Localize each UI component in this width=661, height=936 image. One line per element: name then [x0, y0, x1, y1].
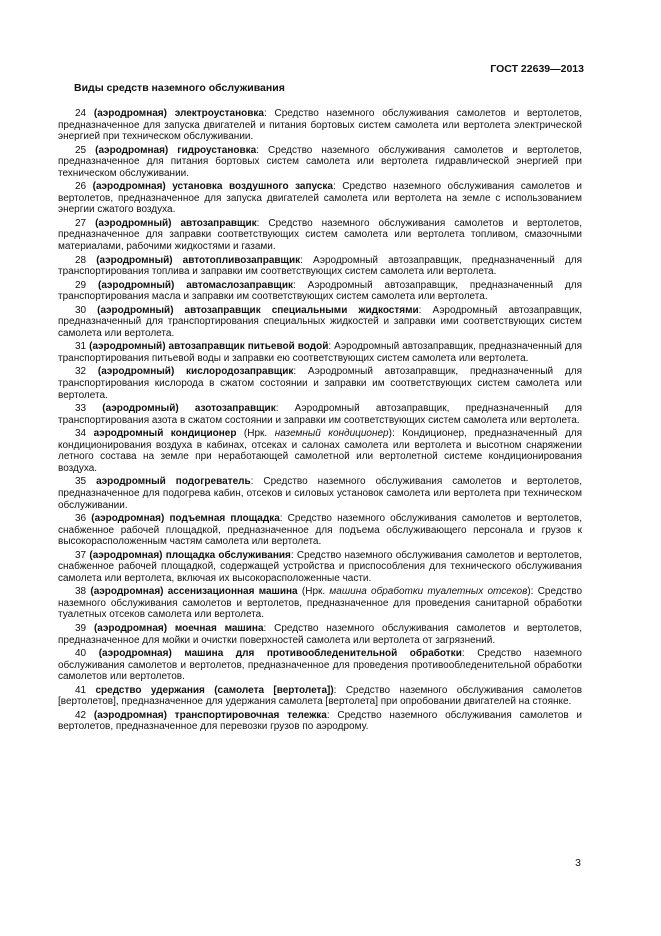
term-entry: 24 (аэродромная) электроустановка: Средство наземного обслуживания самолетов и вертолетов, предназначенное для запуска двигателей и питания бортовых систем самолета или вертолета электрической энергией при техническом обслуживании. — [58, 108, 582, 143]
term-definition: Аэродромный автозаправщик, предназначенный для транспортирования специальных жидкостей и заправки ими соответствующих систем самолета или вертолета. — [58, 304, 583, 339]
term-definition: Средство наземного обслуживания самолетов и вертолетов, снабженное рабочей площадкой, предназначенное для подъема обслуживающего персонала и грузов к высокорасположенным частям самолета или вертолета. — [58, 513, 583, 548]
term-entry: 40 (аэродромная) машина для противообледенительной обработки: Средство наземного обслуживания самолетов и вертолетов, предназначенное для проведения противообледенительной обработки самолетов или вертолетов. — [58, 648, 582, 683]
term-definition: Средство наземного обслуживания самолетов и вертолетов, предназначенное для подогрева кабин, отсеков и силовых установок самолета или вертолета при техническом обслуживании. — [58, 476, 583, 511]
term-name: (аэродромный) автомаслозаправщик — [97, 279, 293, 291]
term-number: 30 — [75, 304, 87, 316]
term-name: (аэродромная) моечная машина — [93, 622, 264, 634]
term-name: (аэродромная) электроустановка — [93, 108, 264, 119]
term-entry: 29 (аэродромный) автомаслозаправщик: Аэродромный автозаправщик, предназначенный для транспортирования масла и заправки им соответствующих систем самолета или вертолета. — [58, 279, 582, 303]
term-entry: 32 (аэродромный) кислородозаправщик: Аэродромный автозаправщик, предназначенный для транспортирования кислорода в сжатом состоянии и заправки им соответствующих систем самолета или вертолета. — [58, 366, 582, 401]
page-number: 3 — [575, 857, 581, 869]
term-entry: 26 (аэродромная) установка воздушного запуска: Средство наземного обслуживания самолетов и вертолетов, предназначенное для запуска двигателей самолета или вертолета на земле с использованием энергии сжатого воздуха. — [58, 181, 583, 216]
term-entry: 28 (аэродромный) автотопливозаправщик: Аэродромный автозаправщик, предназначенный для транспортирования топлива и заправки им соответствующих систем самолета или вертолета. — [58, 254, 583, 278]
term-number: 26 — [75, 181, 87, 193]
term-number: 25 — [75, 144, 87, 156]
term-entry: 25 (аэродромная) гидроустановка: Средство наземного обслуживания самолетов и вертолетов, предназначенное для питания бортовых систем самолета или вертолета гидравлической энергией при техническом обслуживании. — [58, 144, 582, 179]
term-number: 39 — [75, 622, 87, 634]
term-entry: 37 (аэродромная) площадка обслуживания: Средство наземного обслуживания самолетов и вертолетов, снабженное рабочей площадкой, содержащей устройства и приспособления для технического обслуживания самолета или вертолета, включая их высокорасположенные части. — [58, 549, 583, 584]
term-entry: 33 (аэродромный) азотозаправщик: Аэродромный автозаправщик, предназначенный для транспортирования азота в сжатом состоянии и заправки им соответствующих систем самолета или вертолета. — [58, 403, 582, 426]
term-number: 27 — [75, 217, 87, 229]
term-definition: Средство наземного обслуживания самолетов и вертолетов, предназначенное для запуска двигателей самолета или вертолета на земле с использованием энергии сжатого воздуха. — [58, 181, 583, 216]
term-number: 33 — [75, 403, 87, 415]
term-number: 42 — [75, 709, 87, 721]
term-definition: Средство наземного обслуживания самолетов и вертолетов, предназначенное для запуска двигателей и питания бортовых систем самолета или вертолета электрической энергией при техническом обслуживании. — [58, 108, 582, 143]
term-definition: Аэродромный автозаправщик, предназначенный для транспортирования азота в сжатом состоянии и заправки им соответствующих систем самолета или вертолета. — [58, 403, 582, 426]
term-number: 41 — [75, 684, 87, 696]
term-definition: Средство наземного обслуживания самолетов и вертолетов, предназначенное для перевозки грузов по аэродрому. — [58, 709, 583, 733]
term-name: (аэродромный) кислородозаправщик — [97, 366, 294, 378]
term-name: (аэродромный) автозаправщик специальными жидкостями — [97, 304, 419, 316]
term-number: 38 — [75, 586, 87, 598]
term-entry: 30 (аэродромный) автозаправщик специальными жидкостями: Аэродромный автозаправщик, предназначенный для транспортирования специальных жидкостей и заправки ими соответствующих систем самолета или вертолета. — [58, 304, 583, 339]
term-name: аэродромный подогреватель — [96, 476, 251, 488]
term-definition: Средство наземного обслуживания самолетов и вертолетов, предназначенное для проведения санитарной обработки туалетных отсеков самолета или вертолета. — [58, 586, 583, 621]
term-definition: Средство наземного обслуживания самолетов [вертолетов], предназначенное для удержания самолета [вертолета] при опробовании двигателей на стоянке. — [58, 684, 583, 708]
term-number: 35 — [75, 476, 87, 488]
term-number: 36 — [75, 513, 87, 525]
term-definition: Средство наземного обслуживания самолетов и вертолетов, предназначенное для проведения противообледенительной обработки самолетов или вертолетов. — [58, 648, 582, 683]
term-name: (аэродромная) гидроустановка — [95, 144, 257, 156]
term-name: (аэродромная) транспортировочная тележка — [93, 709, 327, 721]
term-number: 24 — [75, 108, 87, 119]
term-name: (аэродромная) установка воздушного запуска — [92, 181, 333, 193]
term-definition: Аэродромный автозаправщик, предназначенный для транспортирования масла и заправки им соответствующих систем самолета или вертолета. — [58, 279, 582, 303]
term-name: (аэродромная) ассенизационная машина — [90, 586, 298, 598]
term-number: 34 — [75, 428, 87, 440]
term-entry: 27 (аэродромный) автозаправщик: Средство наземного обслуживания самолетов и вертолетов, предназначенное для заправки соответствующих систем самолета или вертолета топливом, смазочными материалами, рабочими жидкостями и газами. — [58, 217, 583, 253]
terms-list — [58, 108, 582, 735]
term-definition: Средство наземного обслуживания самолетов и вертолетов, предназначенное для заправки соответствующих систем самолета или вертолета топливом, смазочными материалами, рабочими жидкостями и газами. — [58, 217, 583, 253]
term-name: (аэродромный) автотопливозаправщик — [96, 254, 301, 266]
term-synonym: наземный кондиционер — [274, 428, 389, 440]
term-number: 32 — [75, 366, 87, 378]
section-title: Виды средств наземного обслуживания — [74, 82, 285, 94]
term-name: (аэродромный) азотозаправщик — [102, 403, 276, 415]
term-entry: 34 аэродромный кондиционер (Нрк. наземный кондиционер): Кондиционер, предназначенный для кондиционирования воздуха в кабинах, отсеках и салонах самолета или вертолета и высотном снаряжении летного состава на земле при неработающей самолетной или вертолетной системе кондиционирования воздуха. — [58, 428, 583, 474]
term-entry: 38 (аэродромная) ассенизационная машина (Нрк. машина обработки туалетных отсеков): Средство наземного обслуживания самолетов и вертолетов, предназначенное для проведения санитарной обработки туалетных отсеков самолета или вертолета. — [58, 586, 583, 621]
term-synonym: машина обработки туалетных отсеков — [329, 586, 528, 598]
term-entry: 36 (аэродромная) подъемная площадка: Средство наземного обслуживания самолетов и вертолетов, снабженное рабочей площадкой, предназначенное для подъема обслуживающего персонала и грузов к высокорасположенным частям самолета или вертолета. — [58, 513, 583, 548]
term-definition: Кондиционер, предназначенный для кондиционирования воздуха в кабинах, отсеках и салонах самолета или вертолета и высотном снаряжении летного состава на земле при неработающей самолетной или вертолетной системе кондиционирования воздуха. — [58, 428, 583, 474]
term-entry: 39 (аэродромная) моечная машина: Средство наземного обслуживания самолетов и вертолетов, предназначенное для мойки и очистки поверхностей самолета или вертолета от загрязнений. — [58, 622, 583, 646]
document-code: ГОСТ 22639—2013 — [490, 63, 584, 75]
term-definition: Аэродромный автозаправщик, предназначенный для транспортирования кислорода в сжатом состоянии и заправки им соответствующих систем самолета или вертолета. — [58, 366, 582, 401]
term-name: (аэродромная) площадка обслуживания — [89, 549, 291, 561]
term-definition: Средство наземного обслуживания самолетов и вертолетов, предназначенное для питания бортовых систем самолета или вертолета гидравлической энергией при техническом обслуживании. — [58, 144, 582, 179]
synonym-prefix: Нрк. — [247, 428, 268, 440]
synonym-prefix: Нрк. — [305, 586, 326, 598]
term-number: 31 — [75, 341, 87, 353]
term-definition: Аэродромный автозаправщик, предназначенный для транспортирования топлива и заправки им соответствующих систем самолета или вертолета. — [58, 254, 583, 278]
term-entry: 41 средство удержания (самолета [вертолета]): Средство наземного обслуживания самолетов [вертолетов], предназначенное для удержания самолета [вертолета] при опробовании двигателей на стоянке. — [58, 684, 583, 708]
term-number: 28 — [75, 254, 87, 266]
term-definition: Средство наземного обслуживания самолетов и вертолетов, снабженное рабочей площадкой, содержащей устройства и приспособления для технического обслуживания самолета или вертолета, включая их высокорасположенные части. — [58, 549, 583, 584]
term-entry: 35 аэродромный подогреватель: Средство наземного обслуживания самолетов и вертолетов, предназначенное для подогрева кабин, отсеков и силовых установок самолета или вертолета при техническом обслуживании. — [58, 476, 583, 511]
term-name: (аэродромный) автозаправщик питьевой водой — [89, 341, 329, 353]
term-name: (аэродромный) автозаправщик — [95, 217, 257, 229]
term-number: 37 — [75, 549, 87, 561]
term-name: аэродромный кондиционер — [93, 428, 237, 440]
term-number: 29 — [75, 279, 87, 291]
term-name: (аэродромная) машина для противообледенительной обработки — [98, 648, 462, 660]
term-definition: Аэродромный автозаправщик, предназначенный для транспортирования питьевой воды и заправки ею соответствующих систем самолета или вертолета. — [58, 341, 582, 364]
term-number: 40 — [75, 648, 87, 660]
term-entry: 31 (аэродромный) автозаправщик питьевой водой: Аэродромный автозаправщик, предназначенный для транспортирования питьевой воды и заправки ею соответствующих систем самолета или вертолета. — [58, 341, 582, 364]
term-definition: Средство наземного обслуживания самолетов и вертолетов, предназначенное для мойки и очистки поверхностей самолета или вертолета от загрязнений. — [58, 622, 583, 646]
term-name: средство удержания (самолета [вертолета]) — [95, 684, 334, 696]
term-entry: 42 (аэродромная) транспортировочная тележка: Средство наземного обслуживания самолетов и вертолетов, предназначенное для перевозки грузов по аэродрому. — [58, 709, 583, 733]
term-name: (аэродромная) подъемная площадка — [91, 513, 280, 525]
